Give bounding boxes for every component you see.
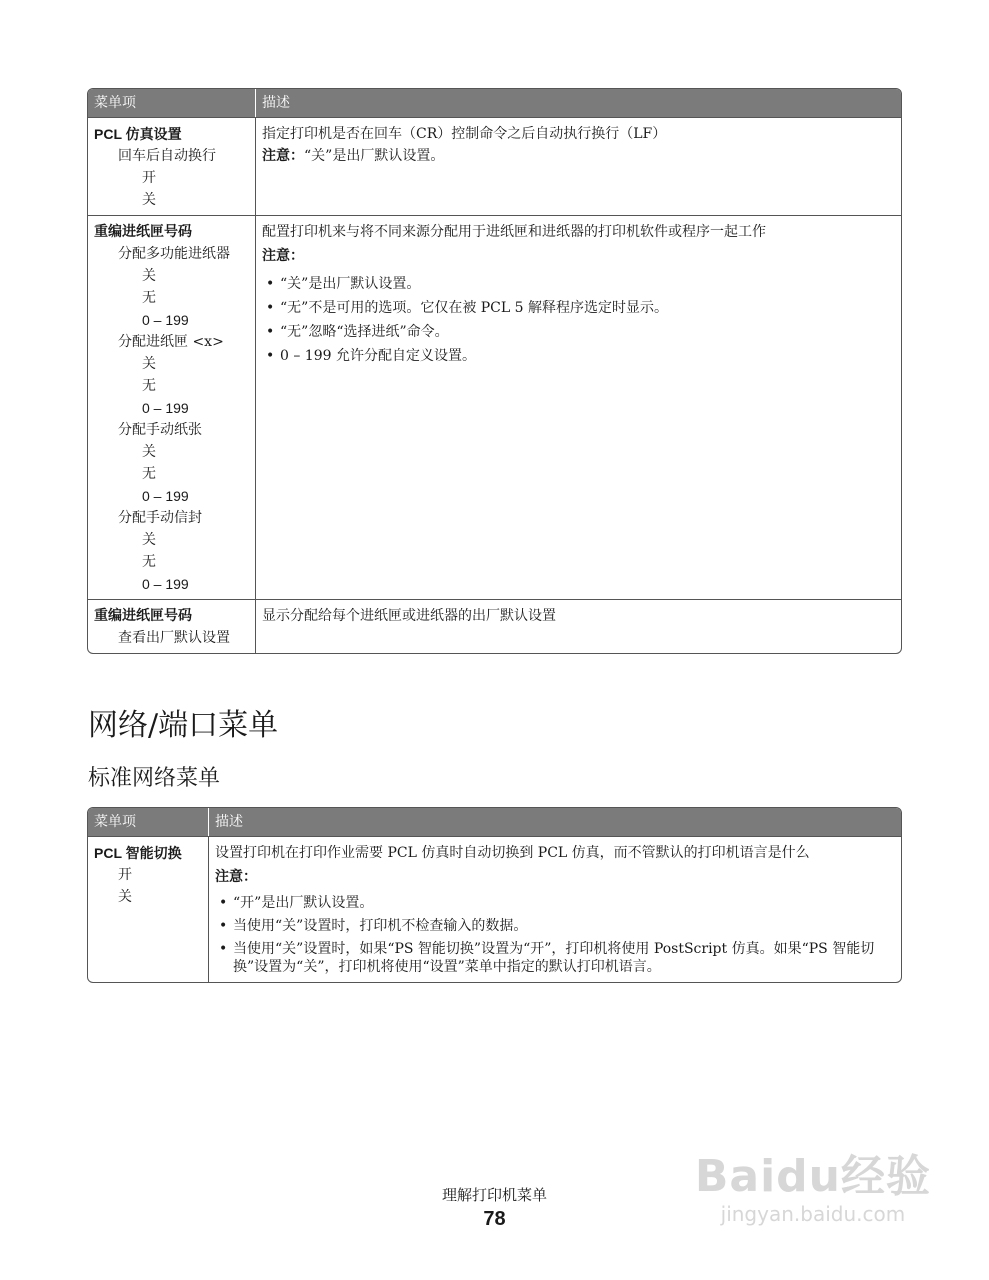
table-row [88,215,901,599]
menu-option: 0 – 199 [142,312,189,328]
baidu-watermark [695,1140,931,1226]
note-list [215,894,895,976]
description-text: 设置打印机在打印作业需要 PCL 仿真时自动切换到 PCL 仿真，而不管默认的打印机语言是什么 [215,845,810,861]
menu-option: 无 [142,466,156,482]
menu-item-cell [88,836,208,982]
page-number: 78 [483,1208,506,1230]
section-title: 网络/端口菜单 [88,708,279,743]
menu-item-title: PCL 仿真设置 [94,126,182,142]
table-header-row [88,89,901,117]
menu-option: 关 [142,192,156,208]
menu-option: 关 [142,444,156,460]
header-menu-item: 菜单项 [88,89,255,117]
header-description: 描述 [208,808,901,836]
note-text: “关”是出厂默认设置。 [304,148,445,164]
menu-option: 无 [142,554,156,570]
subsection-title: 标准网络菜单 [88,766,221,791]
menu-subitem: 分配多功能进纸器 [118,246,230,262]
menu-item-cell [88,117,255,215]
menu-subitem: 分配手动纸张 [118,422,202,438]
list-item: • 当使用“关”设置时，如果“PS 智能切换”设置为“开”，打印机将使用 PostScript 仿真。如果“PS 智能切换”设置为“关”，打印机将使用“设置”菜单中指定的默认打印机语言。 [215,940,895,976]
menu-option: 0 – 199 [142,576,189,592]
list-item: • 当使用“关”设置时，打印机不检查输入的数据。 [215,917,895,935]
menu-item-title: 重编进纸匣号码 [94,224,192,240]
list-item: • “开”是出厂默认设置。 [215,894,895,912]
table-row [88,599,901,653]
menu-option: 无 [142,290,156,306]
header-menu-item: 菜单项 [88,808,208,836]
network-menu-table [87,807,902,983]
table-header-row [88,808,901,836]
menu-item-title: 重编进纸匣号码 [94,608,192,624]
list-item: • “无”忽略“选择进纸”命令。 [262,321,895,343]
menu-option: 开 [142,170,156,186]
menu-option: 关 [142,532,156,548]
footer-caption: 理解打印机菜单 [441,1186,547,1204]
description-cell [255,599,901,653]
description-cell [255,215,901,599]
menu-subitem: 分配手动信封 [118,510,202,526]
note-label: 注意： [215,869,257,885]
watermark-logo: Baidu经验 [694,1151,931,1202]
header-description: 描述 [255,89,901,117]
description-text: 配置打印机来与将不同来源分配用于进纸匣和进纸器的打印机软件或程序一起工作 [262,224,766,240]
menu-option: 0 – 199 [142,488,189,504]
menu-option: 关 [142,356,156,372]
description-text: 显示分配给每个进纸匣或进纸器的出厂默认设置 [262,608,556,624]
watermark-url: jingyan.baidu.com [720,1202,906,1226]
menu-option: 关 [118,889,132,905]
menu-option: 关 [142,268,156,284]
menu-subitem: 查看出厂默认设置 [118,630,230,646]
note-label: 注意： [262,148,304,164]
menu-subitem: 分配进纸匣 <x> [118,334,224,350]
table-row [88,836,901,982]
list-item: • “无”不是可用的选项。它仅在被 PCL 5 解释程序选定时显示。 [262,297,895,319]
menu-option: 无 [142,378,156,394]
description-cell [255,117,901,215]
menu-item-cell [88,599,255,653]
description-cell [208,836,901,982]
table-row [88,117,901,215]
menu-subitem: 回车后自动换行 [118,148,216,164]
note-label: 注意： [262,248,304,264]
menu-item-title: PCL 智能切换 [94,845,182,861]
list-item: • “关”是出厂默认设置。 [262,273,895,295]
menu-option: 0 – 199 [142,400,189,416]
menu-item-cell [88,215,255,599]
menu-option: 开 [118,867,132,883]
printer-menu-table-pcl [87,88,902,654]
description-text: 指定打印机是否在回车（CR）控制命令之后自动执行换行（LF） [262,126,667,142]
list-item: • 0 – 199 允许分配自定义设置。 [262,345,895,367]
note-list [262,273,895,367]
